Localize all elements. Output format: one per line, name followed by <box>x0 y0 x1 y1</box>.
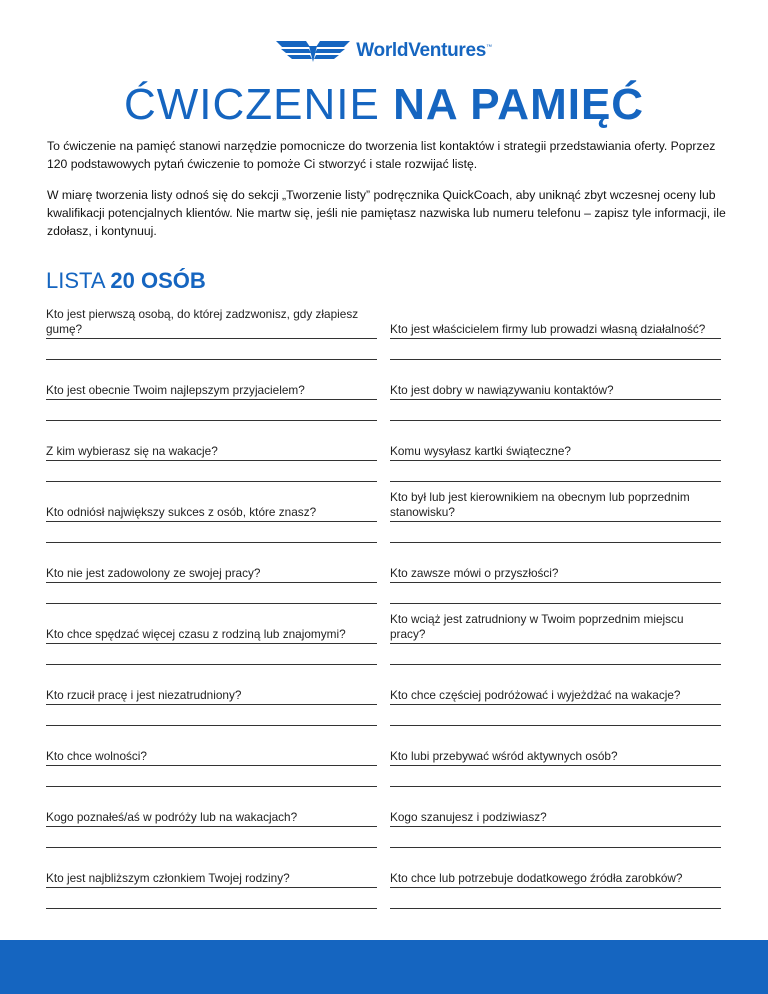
answer-line[interactable] <box>390 359 721 360</box>
answer-line[interactable] <box>46 664 377 665</box>
question-label: Kto chce spędzać więcej czasu z rodziną lub znajomymi? <box>46 627 377 645</box>
footer-bar <box>0 940 768 994</box>
question-field-19[interactable] <box>46 861 377 909</box>
brand-name: WorldVentures™ <box>356 40 492 61</box>
question-field-2[interactable] <box>390 312 721 360</box>
question-field-17[interactable] <box>46 800 377 848</box>
answer-line[interactable] <box>390 542 721 543</box>
question-field-7[interactable] <box>46 495 377 543</box>
answer-line[interactable] <box>390 847 721 848</box>
question-field-5[interactable] <box>46 434 377 482</box>
page-title: ĆWICZENIE NA PAMIĘĆ <box>123 80 645 129</box>
question-field-12[interactable] <box>390 612 721 665</box>
question-field-13[interactable] <box>46 678 377 726</box>
question-field-16[interactable] <box>390 739 721 787</box>
answer-line[interactable] <box>46 420 377 421</box>
answer-line[interactable] <box>390 786 721 787</box>
answer-line[interactable] <box>46 603 377 604</box>
wings-logo-icon <box>276 38 350 64</box>
question-label: Kto jest dobry w nawiązywaniu kontaktów? <box>390 383 721 401</box>
question-label: Kto zawsze mówi o przyszłości? <box>390 566 721 584</box>
answer-line[interactable] <box>390 420 721 421</box>
answer-line[interactable] <box>46 908 377 909</box>
intro-paragraph-2: W miarę tworzenia listy odnoś się do sekcji „Tworzenie listy” podręcznika QuickCoach, aby uniknąć zbyt wczesnej oceny lub kwalifikacji potencjalnych klientów. Nie martw się, jeśli nie pamiętasz nazwiska lub numeru telefonu – zapisz tyle informacji, ile zdołasz, i kontynuuj. <box>47 188 726 238</box>
answer-line[interactable] <box>46 847 377 848</box>
question-label: Kto chce lub potrzebuje dodatkowego źródła zarobków? <box>390 871 721 889</box>
answer-line[interactable] <box>46 481 377 482</box>
question-label: Kogo poznałeś/aś w podróży lub na wakacjach? <box>46 810 377 828</box>
answer-line[interactable] <box>390 664 721 665</box>
question-label: Kto chce częściej podróżować i wyjeżdżać na wakacje? <box>390 688 721 706</box>
question-label: Kto lubi przebywać wśród aktywnych osób? <box>390 749 721 767</box>
question-label: Kto jest właścicielem firmy lub prowadzi własną działalność? <box>390 322 721 340</box>
question-label: Komu wysyłasz kartki świąteczne? <box>390 444 721 462</box>
question-field-8[interactable] <box>390 490 721 543</box>
answer-line[interactable] <box>390 603 721 604</box>
list-heading: LISTA 20 OSÓB <box>46 268 206 293</box>
answer-line[interactable] <box>46 786 377 787</box>
question-label: Z kim wybierasz się na wakacje? <box>46 444 377 462</box>
question-field-14[interactable] <box>390 678 721 726</box>
question-label: Kto jest obecnie Twoim najlepszym przyjacielem? <box>46 383 377 401</box>
question-field-15[interactable] <box>46 739 377 787</box>
question-label: Kto rzucił pracę i jest niezatrudniony? <box>46 688 377 706</box>
question-label: Kto nie jest zadowolony ze swojej pracy? <box>46 566 377 584</box>
question-field-1[interactable] <box>46 307 377 360</box>
question-field-11[interactable] <box>46 617 377 665</box>
question-field-10[interactable] <box>390 556 721 604</box>
intro-paragraph-1: To ćwiczenie na pamięć stanowi narzędzie pomocnicze do tworzenia list kontaktów i strategii przedstawiania oferty. Poprzez 120 podstawowych pytań ćwiczenie to pomoże Ci stworzyć i stale rozwijać listę. <box>47 139 716 171</box>
question-field-3[interactable] <box>46 373 377 421</box>
question-field-18[interactable] <box>390 800 721 848</box>
brand-logo <box>0 38 768 64</box>
question-label: Kto jest pierwszą osobą, do której zadzwonisz, gdy złapiesz gumę? <box>46 307 377 339</box>
answer-line[interactable] <box>390 725 721 726</box>
answer-line[interactable] <box>46 542 377 543</box>
question-label: Kto był lub jest kierownikiem na obecnym lub poprzednim stanowisku? <box>390 490 721 522</box>
question-field-9[interactable] <box>46 556 377 604</box>
question-label: Kto chce wolności? <box>46 749 377 767</box>
question-label: Kto jest najbliższym członkiem Twojej rodziny? <box>46 871 377 889</box>
answer-line[interactable] <box>46 725 377 726</box>
answer-line[interactable] <box>390 481 721 482</box>
question-label: Kto odniósł największy sukces z osób, które znasz? <box>46 505 377 523</box>
question-field-6[interactable] <box>390 434 721 482</box>
question-field-4[interactable] <box>390 373 721 421</box>
answer-line[interactable] <box>390 908 721 909</box>
question-label: Kto wciąż jest zatrudniony w Twoim poprzednim miejscu pracy? <box>390 612 721 644</box>
question-field-20[interactable] <box>390 861 721 909</box>
question-label: Kogo szanujesz i podziwiasz? <box>390 810 721 828</box>
answer-line[interactable] <box>46 359 377 360</box>
